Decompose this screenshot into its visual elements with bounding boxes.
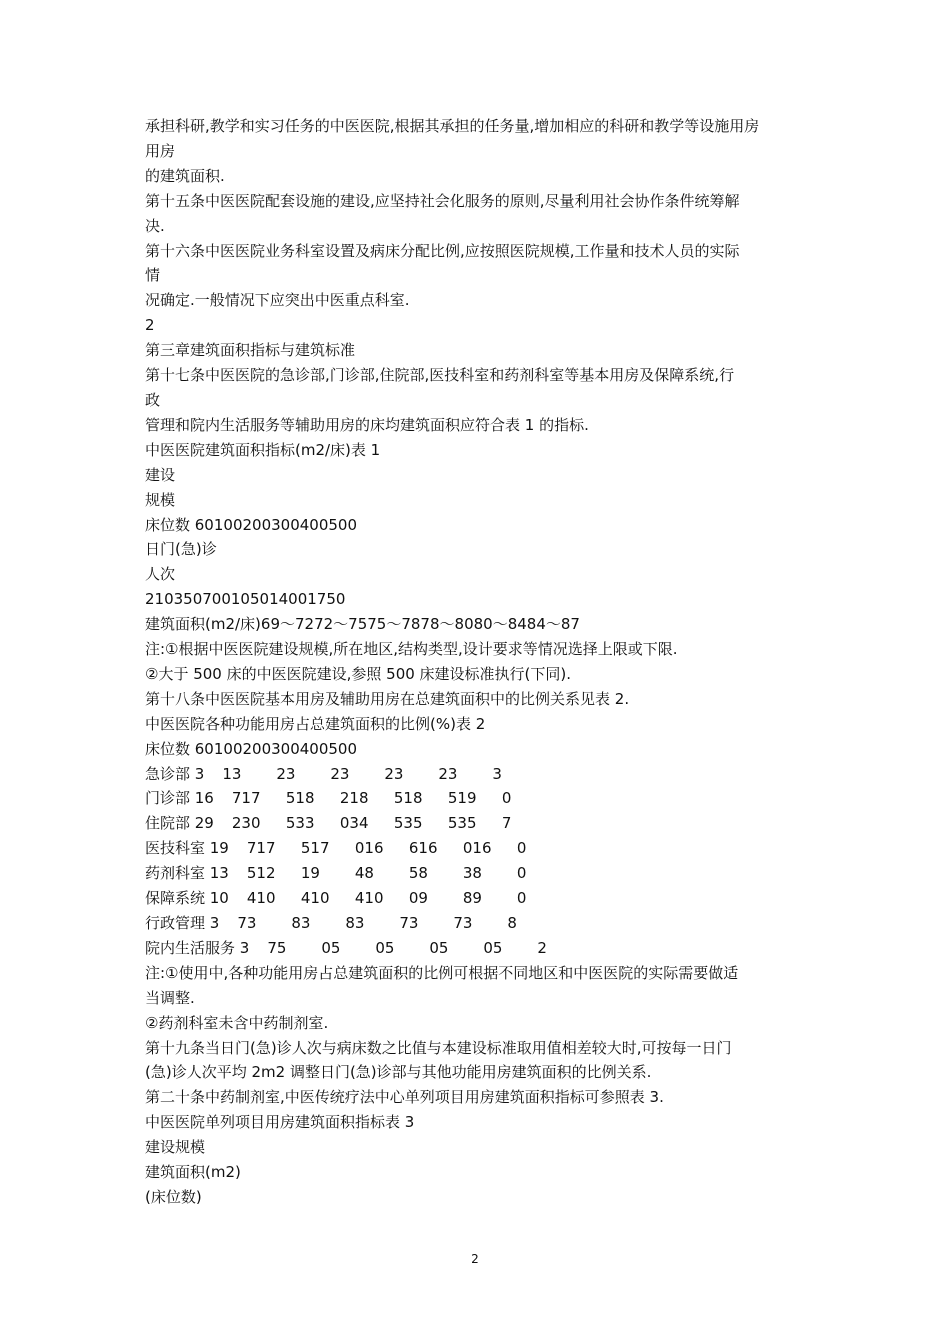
table-cell: 518 bbox=[285, 789, 315, 808]
table-cell: 23 bbox=[438, 764, 458, 783]
table-cell: 2 bbox=[537, 938, 547, 957]
table-cell: 230 bbox=[231, 814, 261, 833]
table-row bbox=[145, 936, 815, 961]
table-row bbox=[145, 911, 815, 936]
text-block-top bbox=[145, 114, 815, 762]
table-cell: 410 bbox=[354, 889, 384, 908]
table-row bbox=[145, 786, 815, 811]
table-cell: 05 bbox=[429, 938, 449, 957]
row-label: 保障系统 10 bbox=[145, 889, 229, 908]
table-cell: 13 bbox=[222, 764, 242, 783]
row-label: 门诊部 16 bbox=[145, 789, 214, 808]
table-cell: 83 bbox=[291, 914, 311, 932]
table-row bbox=[145, 811, 815, 836]
text-line: 第十五条中医医院配套设施的建设,应坚持社会化服务的原则,尽量利用社会协作条件统筹解 bbox=[145, 191, 740, 210]
spacer bbox=[249, 936, 267, 961]
row-label: 医技科室 19 bbox=[145, 839, 229, 858]
table-cell: 58 bbox=[408, 864, 428, 883]
spacer bbox=[204, 762, 222, 787]
text-line: 中医医院各种功能用房占总建筑面积的比例(%)表 2 bbox=[145, 714, 486, 733]
table-cell: 8 bbox=[507, 914, 517, 932]
row-label: 急诊部 3 bbox=[145, 764, 205, 783]
text-line: 的建筑面积. bbox=[145, 166, 225, 185]
table-row bbox=[145, 762, 815, 787]
text-line: 中医医院建筑面积指标(m2/床)表 1 bbox=[145, 440, 381, 459]
text-line: ②药剂科室未含中药制剂室. bbox=[145, 1013, 329, 1032]
table-cell: 73 bbox=[399, 914, 419, 932]
text-line: 建设规模 bbox=[145, 1138, 206, 1157]
text-line: 床位数 60100200300400500 bbox=[145, 739, 358, 758]
table-cell: 23 bbox=[384, 764, 404, 783]
table-cell: 535 bbox=[393, 814, 423, 833]
spacer bbox=[214, 811, 232, 836]
text-line: 况确定.一般情况下应突出中医重点科室. bbox=[145, 291, 410, 310]
table-2 bbox=[145, 762, 815, 961]
table-cell: 410 bbox=[246, 889, 276, 908]
table-cell: 0 bbox=[516, 889, 527, 908]
text-line: 第十七条中医医院的急诊部,门诊部,住院部,医技科室和药剂科室等基本用房及保障系统,行 bbox=[145, 366, 735, 385]
text-line: 建设 bbox=[145, 465, 176, 484]
document-body bbox=[145, 114, 815, 1210]
text-line: 床位数 60100200300400500 bbox=[145, 515, 358, 534]
text-line: 规模 bbox=[145, 490, 176, 509]
text-line: 第三章建筑面积指标与建筑标准 bbox=[145, 341, 356, 360]
text-line: (急)诊人次平均 2m2 调整日门(急)诊部与其他功能用房建筑面积的比例关系. bbox=[145, 1063, 652, 1082]
table-cell: 034 bbox=[339, 814, 369, 833]
table-cell: 75 bbox=[267, 938, 287, 957]
table-row bbox=[145, 886, 815, 911]
text-line: 承担科研,教学和实习任务的中医医院,根据其承担的任务量,增加相应的科研和教学等设施用房 bbox=[145, 117, 760, 135]
table-cell: 05 bbox=[375, 938, 395, 957]
table-cell: 19 bbox=[300, 864, 320, 883]
table-cell: 518 bbox=[393, 789, 423, 808]
table-cell: 512 bbox=[246, 864, 276, 883]
spacer bbox=[219, 911, 237, 936]
text-line: (床位数) bbox=[145, 1187, 202, 1206]
page-number: 2 bbox=[471, 1252, 479, 1266]
text-line: 决. bbox=[145, 216, 165, 235]
table-cell: 0 bbox=[501, 789, 512, 808]
text-line: 建筑面积(m2) bbox=[145, 1163, 241, 1182]
table-cell: 73 bbox=[453, 914, 473, 932]
table-cell: 717 bbox=[246, 839, 276, 858]
text-line: 第十八条中医医院基本用房及辅助用房在总建筑面积中的比例关系见表 2. bbox=[145, 689, 630, 708]
text-line: 当调整. bbox=[145, 988, 195, 1007]
text-line: ②大于 500 床的中医医院建设,参照 500 床建设标准执行(下同). bbox=[145, 664, 572, 683]
table-cell: 3 bbox=[492, 764, 502, 783]
table-cell: 38 bbox=[462, 864, 482, 883]
table-cell: 05 bbox=[483, 938, 503, 957]
row-label: 药剂科室 13 bbox=[145, 864, 229, 883]
table-cell: 535 bbox=[447, 814, 477, 833]
table-cell: 0 bbox=[516, 864, 527, 883]
table-cell: 517 bbox=[300, 839, 330, 858]
table-cell: 05 bbox=[321, 938, 341, 957]
spacer bbox=[214, 786, 232, 811]
table-row bbox=[145, 861, 815, 886]
table-row bbox=[145, 836, 815, 861]
text-line: 2 bbox=[145, 316, 155, 335]
text-line: 管理和院内生活服务等辅助用房的床均建筑面积应符合表 1 的指标. bbox=[145, 415, 589, 434]
table-cell: 616 bbox=[408, 839, 438, 858]
table-cell: 0 bbox=[516, 839, 527, 858]
table-cell: 533 bbox=[285, 814, 315, 833]
text-line: 第二十条中药制剂室,中医传统疗法中心单列项目用房建筑面积指标可参照表 3. bbox=[145, 1088, 664, 1107]
spacer bbox=[229, 861, 247, 886]
spacer bbox=[229, 836, 247, 861]
text-line: 人次 bbox=[145, 565, 176, 584]
table-cell: 016 bbox=[354, 839, 384, 858]
text-line: 政 bbox=[145, 390, 161, 409]
table-cell: 410 bbox=[300, 889, 330, 908]
table-cell: 89 bbox=[462, 889, 482, 908]
text-line: 210350700105014001750 bbox=[145, 590, 346, 609]
text-line: 日门(急)诊 bbox=[145, 540, 217, 559]
row-label: 行政管理 3 bbox=[145, 914, 220, 932]
table-cell: 717 bbox=[231, 789, 261, 808]
spacer bbox=[229, 886, 247, 911]
table-cell: 7 bbox=[501, 814, 512, 833]
text-line: 第十六条中医医院业务科室设置及病床分配比例,应按照医院规模,工作量和技术人员的实际 bbox=[145, 241, 740, 260]
table-cell: 83 bbox=[345, 914, 365, 932]
text-line: 情 bbox=[145, 266, 161, 285]
row-label: 住院部 29 bbox=[145, 814, 214, 833]
text-line: 中医医院单列项目用房建筑面积指标表 3 bbox=[145, 1113, 415, 1132]
table-cell: 09 bbox=[408, 889, 428, 908]
text-line: 第十九条当日门(急)诊人次与病床数之比值与本建设标准取用值相差较大时,可按每一日门 bbox=[145, 1038, 732, 1057]
table-cell: 23 bbox=[276, 764, 296, 783]
table-cell: 016 bbox=[462, 839, 492, 858]
table-cell: 519 bbox=[447, 789, 477, 808]
text-block-bottom bbox=[145, 961, 815, 1210]
text-line: 注:①根据中医医院建设规模,所在地区,结构类型,设计要求等情况选择上限或下限. bbox=[145, 640, 678, 659]
text-line: 注:①使用中,各种功能用房占总建筑面积的比例可根据不同地区和中医医院的实际需要做适 bbox=[145, 963, 739, 982]
table-cell: 23 bbox=[330, 764, 350, 783]
table-cell: 73 bbox=[237, 914, 257, 932]
table-cell: 218 bbox=[339, 789, 369, 808]
row-label: 院内生活服务 3 bbox=[145, 938, 250, 957]
text-line: 建筑面积(m2/床)69～7272～7575～7878～8080～8484～87 bbox=[145, 615, 580, 634]
table-cell: 48 bbox=[354, 864, 374, 883]
text-line: 用房 bbox=[145, 141, 176, 160]
